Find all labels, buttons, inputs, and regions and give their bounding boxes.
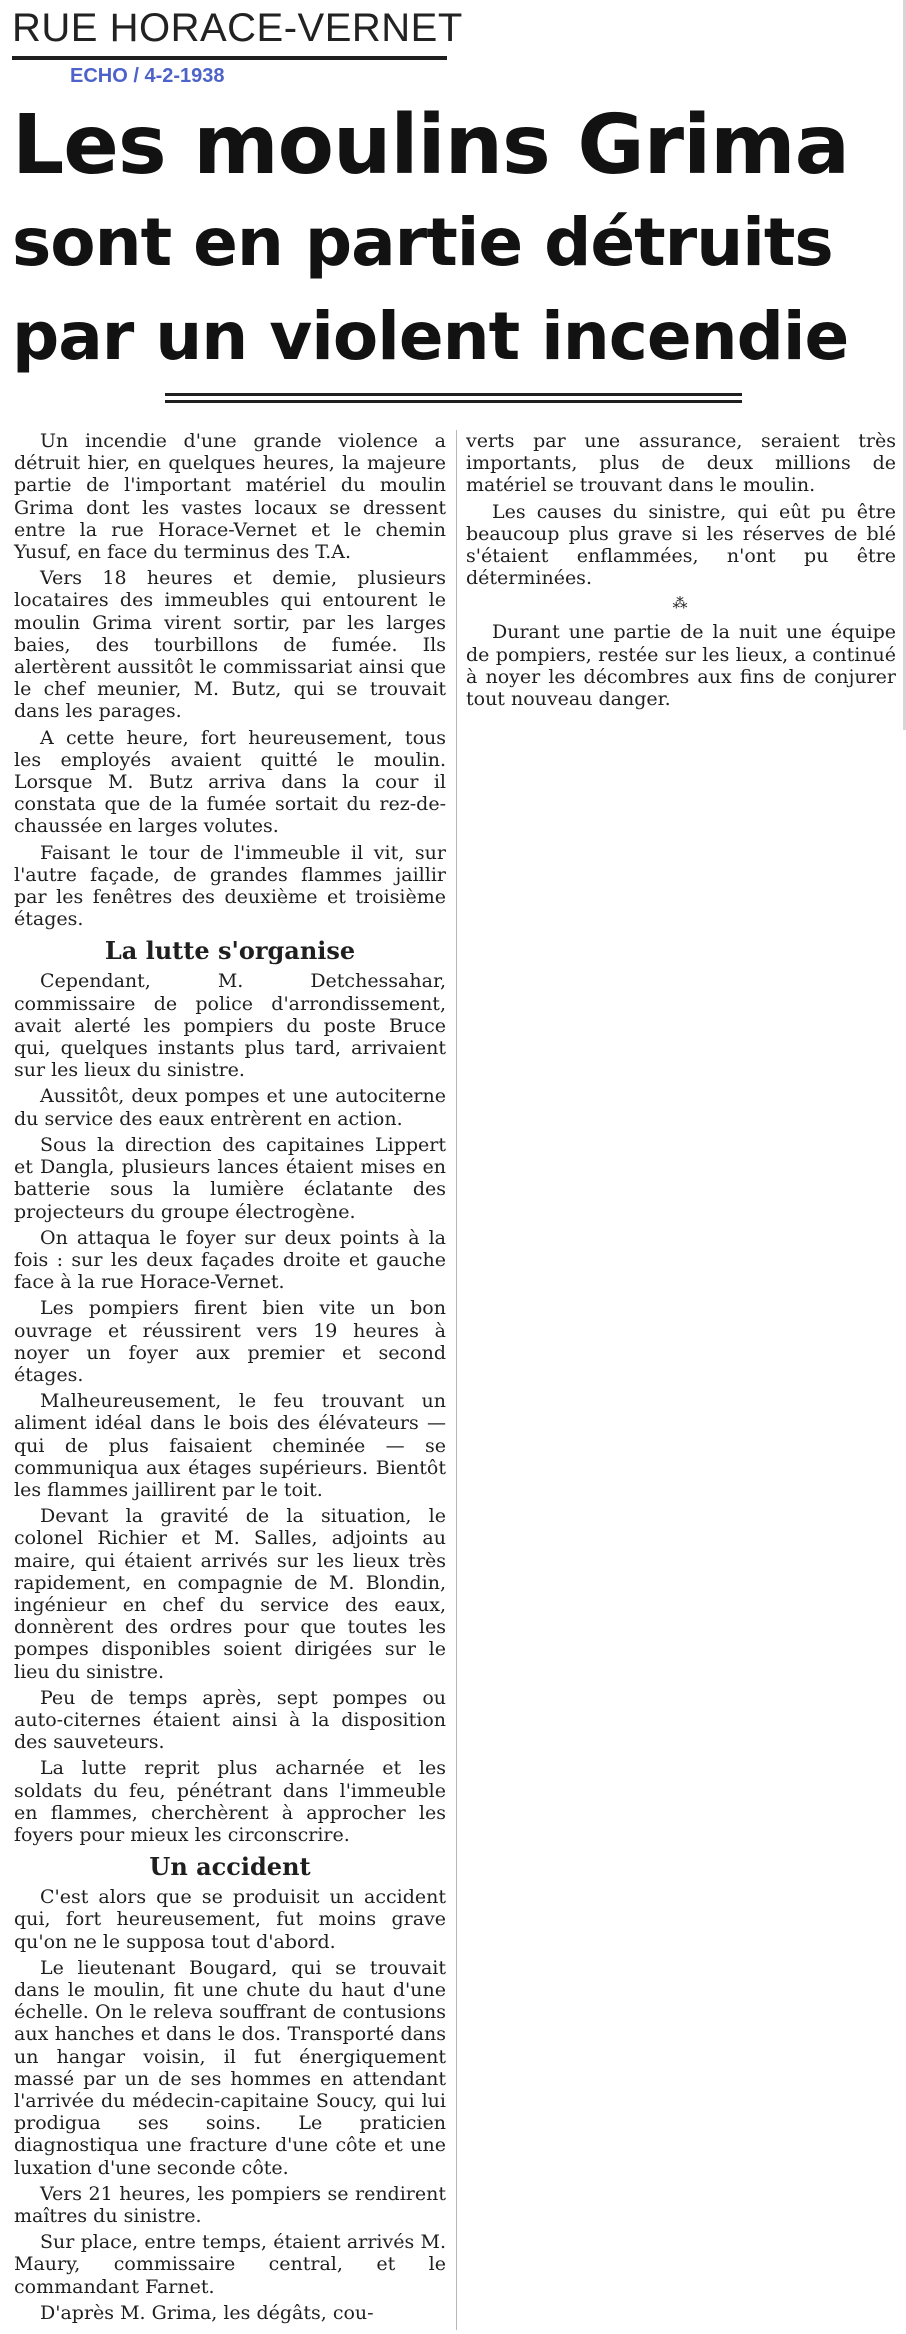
- headline-line-2: sont en partie détruits: [12, 204, 833, 281]
- subheading: Un accident: [149, 1852, 311, 1882]
- column-divider: [456, 430, 457, 2330]
- paragraph: A cette heure, fort heureusement, tous les employés avaient quitté le moulin. Lorsque M. Butz arriva dans la cour il constata que de la fumée sortait du rez-de-chaussée en larges volutes.: [14, 726, 446, 838]
- paragraph: Durant une partie de la nuit une équipe de pompiers, restée sur les lieux, a continué à noyer les décombres aux fins de conjurer tout nouveau danger.: [466, 621, 896, 711]
- kicker-underline: [12, 56, 447, 60]
- article-column-left: [14, 430, 446, 2328]
- paragraph: Un incendie d'une grande violence a détruit hier, en quelques heures, la majeure partie de l'important matériel du moulin Grima dont les vastes locaux se dressent entre la rue Horace-Vernet et le chemin Yusuf, en face du terminus des T.A.: [14, 430, 446, 564]
- paragraph: verts par une assurance, seraient très importants, plus de deux millions de matériel se trouvant dans le moulin.: [466, 430, 896, 497]
- article-column-right: [466, 430, 896, 714]
- paragraph: La lutte reprit plus acharnée et les soldats du feu, pénétrant dans l'immeuble en flammes, cherchèrent à approcher les foyers pour mieux les circonscrire.: [14, 1757, 446, 1846]
- paragraph: Le lieutenant Bougard, qui se trouvait dans le moulin, fit une chute du haut d'une échelle. On le releva souffrant de contusions aux hanches et dans le dos. Transporté dans un hangar voisin, il fut énergiquement massé par un de ses hommes en attendant l'arrivée du médecin-capitaine Soucy, qui lui prodigua ses soins. Le praticien diagnostiqua une fracture d'une côte et une luxation d'une seconde côte.: [14, 1956, 446, 2179]
- paragraph: Vers 18 heures et demie, plusieurs locataires des immeubles qui entourent le moulin Grima virent sortir, par les larges baies, des tourbillons de fumée. Ils alertèrent aussitôt le commissariat ainsi que le chef meunier, M. Butz, qui se trouvait dans les parages.: [14, 567, 446, 723]
- headline-double-rule: [165, 393, 742, 403]
- paragraph: C'est alors que se produisit un accident qui, fort heureusement, fut moins grave qu'on ne le supposa tout d'abord.: [14, 1886, 446, 1953]
- paragraph: Sous la direction des capitaines Lippert et Dangla, plusieurs lances étaient mises en batterie sous la lumière éclatante des projecteurs du groupe électrogène.: [14, 1133, 446, 1223]
- section-kicker: RUE HORACE-VERNET: [12, 6, 463, 50]
- paragraph: D'après M. Grima, les dégâts, cou-: [40, 2301, 374, 2324]
- headline-line-1: Les moulins Grima: [12, 98, 849, 193]
- headline-line-3: par un violent incendie: [12, 298, 849, 375]
- paragraph: Devant la gravité de la situation, le colonel Richier et M. Salles, adjoints au maire, qui étaient arrivés sur les lieux très rapidement, en compagnie de M. Blondin, ingénieur en chef du service des eaux, donnèrent des ordres pour que toutes les pompes disponibles soient dirigées sur le lieu du sinistre.: [14, 1505, 446, 1683]
- paragraph: Peu de temps après, sept pompes ou auto-citernes étaient ainsi à la disposition des sauveteurs.: [14, 1686, 446, 1754]
- paragraph: Faisant le tour de l'immeuble il vit, sur l'autre façade, de grandes flammes jaillir par les fenêtres des deuxième et troisième étages.: [14, 841, 446, 931]
- subheading: La lutte s'organise: [104, 936, 356, 966]
- paragraph: Malheureusement, le feu trouvant un aliment idéal dans le bois des élévateurs — qui de plus faisaient cheminée — se communiqua aux étages supérieurs. Bientôt les flammes jaillirent par le toit.: [14, 1390, 446, 1501]
- headline: [12, 96, 902, 384]
- source-date-tag: ECHO / 4-2-1938: [70, 65, 225, 87]
- asterism-separator: ⁂: [672, 594, 690, 613]
- paragraph: Les pompiers firent bien vite un bon ouvrage et réussirent vers 19 heures à noyer un foyer aux premier et second étages.: [14, 1297, 446, 1386]
- paragraph: On attaqua le foyer sur deux points à la fois : sur les deux façades droite et gauche face à la rue Horace-Vernet.: [14, 1226, 446, 1294]
- paragraph: Les causes du sinistre, qui eût pu être beaucoup plus grave si les réserves de blé s'étaient enflammées, n'ont pu être déterminées.: [466, 500, 896, 590]
- paragraph: Sur place, entre temps, étaient arrivés M. Maury, commissaire central, et le commandant Farnet.: [14, 2231, 446, 2298]
- paragraph: Vers 21 heures, les pompiers se rendirent maîtres du sinistre.: [14, 2182, 446, 2228]
- paragraph: Aussitôt, deux pompes et une autociterne du service des eaux entrèrent en action.: [14, 1085, 446, 1130]
- paragraph: Cependant, M. Detchessahar, commissaire de police d'arrondissement, avait alerté les pompiers du poste Bruce qui, quelques instants plus tard, arrivaient sur les lieux du sinistre.: [14, 970, 446, 1082]
